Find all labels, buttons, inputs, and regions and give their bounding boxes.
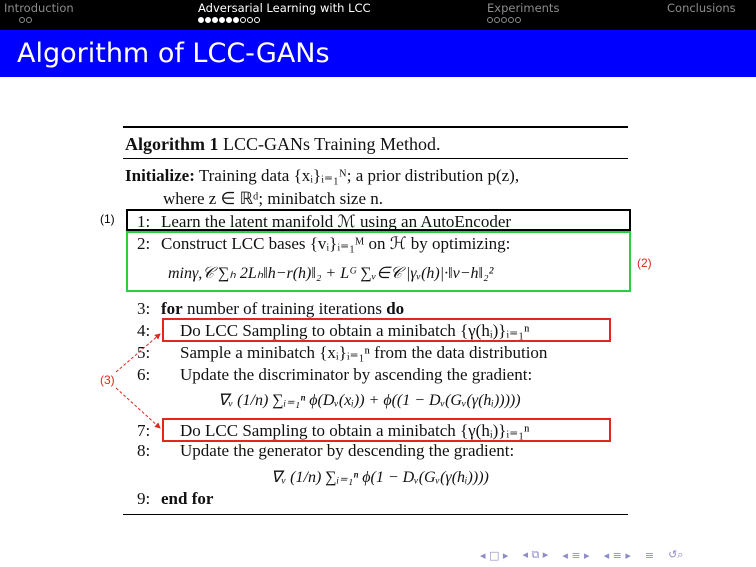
- step-number: 4:: [137, 321, 151, 340]
- step-text: Do LCC Sampling to obtain a minibatch {γ(hᵢ)}ᵢ₌₁ⁿ: [180, 321, 530, 340]
- step-text: Update the discriminator by ascending the gradient:: [180, 365, 533, 384]
- section-icon[interactable]: ◂ ≡ ▸: [562, 548, 590, 562]
- generator-gradient-formula: ∇ᵥ (1/n) ∑ᵢ₌₁ⁿ ϕ(1 − Dᵥ(Gᵥ(γ(hᵢ)))): [271, 469, 489, 486]
- for-keyword: for: [161, 299, 183, 318]
- step-text: Construct LCC bases {vᵢ}ᵢ₌₁ᴹ on ℋ by optimizing:: [161, 234, 511, 253]
- step-number: 6:: [137, 365, 151, 384]
- init-line-2: where z ∈ ℝᵈ; minibatch size n.: [163, 189, 384, 208]
- step-number: 2:: [137, 234, 151, 253]
- for-text: number of training iterations: [182, 299, 387, 318]
- frame-icon[interactable]: ◂ ⧉ ▸: [522, 548, 549, 561]
- step-text: Learn the latent manifold ℳ using an AutoEncoder: [161, 212, 512, 231]
- step-text: Do LCC Sampling to obtain a minibatch {γ(hᵢ)}ᵢ₌₁ⁿ: [180, 421, 530, 440]
- discriminator-gradient-formula: ∇ᵥ (1/n) ∑ᵢ₌₁ⁿ ϕ(Dᵥ(xᵢ)) + ϕ((1 − Dᵥ(Gᵥ(γ(hᵢ))))): [218, 392, 521, 409]
- search-icon[interactable]: ↺⌕: [668, 548, 684, 561]
- step-number: 1:: [137, 212, 151, 231]
- slide-title: Algorithm of LCC-GANs: [17, 38, 330, 69]
- subsection-icon[interactable]: ◂ ≡ ▸: [603, 548, 631, 562]
- step-text: Sample a minibatch {xᵢ}ᵢ₌₁ⁿ from the data distribution: [180, 343, 548, 362]
- annotation-3: (3): [100, 373, 115, 387]
- init-text-1: Training data {xᵢ}ᵢ₌₁ᴺ; a prior distribution p(z),: [198, 166, 520, 185]
- objective-formula: minγ,𝒞 ∑ₕ 2Lₕ‖h−r(h)‖₂ + Lᴳ ∑ᵥ∈𝒞 |γᵥ(h)|·‖v−h‖₂²: [168, 265, 494, 282]
- caption-number: Algorithm 1: [125, 134, 219, 154]
- annotation-2: (2): [637, 256, 652, 270]
- nav-section-conclusions[interactable]: Conclusions: [667, 1, 736, 15]
- step-number: 3:: [137, 299, 151, 318]
- annotation-1: (1): [100, 212, 115, 226]
- nav-section-experiments[interactable]: Experiments: [487, 1, 560, 15]
- align-icon[interactable]: ≡: [644, 548, 655, 562]
- step-number: 9:: [137, 489, 151, 508]
- init-keyword: Initialize:: [125, 166, 195, 185]
- step-number: 5:: [137, 343, 151, 362]
- step-number: 8:: [137, 441, 151, 460]
- beamer-navigation-controls: [480, 548, 683, 562]
- nav-section-introduction[interactable]: Introduction: [4, 1, 74, 15]
- do-keyword: do: [386, 299, 405, 318]
- caption-text: LCC-GANs Training Method.: [223, 134, 441, 154]
- nav-section-adversarial[interactable]: Adversarial Learning with LCC: [198, 1, 371, 15]
- nav-left-icon[interactable]: ◂ □ ▸: [480, 548, 509, 562]
- step-text: Update the generator by descending the gradient:: [180, 441, 515, 460]
- step-number: 7:: [137, 421, 151, 440]
- end-for-keyword: end for: [161, 489, 214, 508]
